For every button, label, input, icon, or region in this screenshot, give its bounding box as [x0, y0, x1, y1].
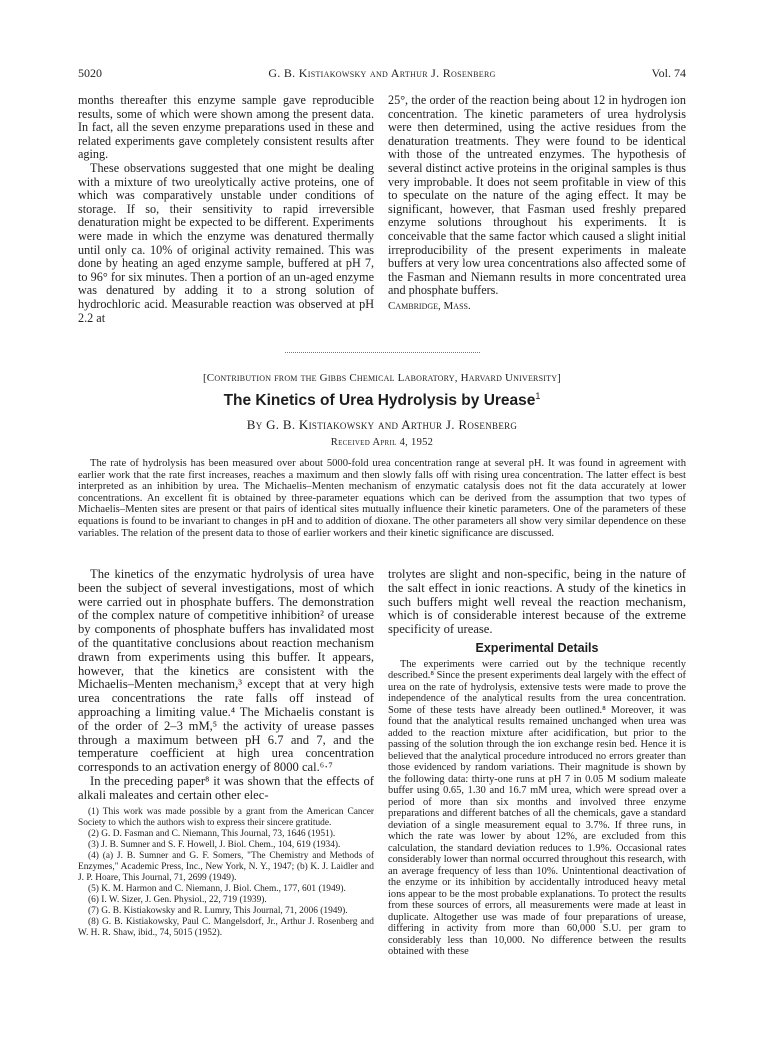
footnote: (1) This work was made possible by a grant from the American Cancer Society to which the authors wish to express their sincere gratitude.: [78, 806, 374, 828]
title-text: The Kinetics of Urea Hydrolysis by Urease: [223, 392, 536, 410]
footnote: (6) I. W. Sizer, J. Gen. Physiol., 22, 719 (1939).: [88, 894, 267, 905]
paragraph: The kinetics of the enzymatic hydrolysis of urea have been the subject of several investigations, most of which were carried out in phosphate buffers. The demonstration of the complex nature of competitive inhibition² of urease by components of phosphate buffers has invalidated most of the quantitative conclusions about reaction mechanism drawn from experiments using this buffer. It appears, however, that the kinetics are consistent with the Michaelis–Menten mechanism,³ except that at very high urea concentrations the rate falls off instead of approaching a limiting value.⁴ The Michaelis constant is of the order of 2–3 mM,⁵ the activity of urease passes through a maximum between pH 6.7 and 7, and the temperature coefficient at high urea concentration corresponds to an activation energy of 8000 cal.⁶·⁷: [78, 567, 374, 775]
abstract: [78, 458, 686, 539]
paragraph: In the preceding paper⁸ it was shown that the effects of alkali maleates and certain other elec-: [78, 773, 374, 802]
paragraph: These observations suggested that one might be dealing with a mixture of two ureolytically active proteins, one of which was comparatively unstable under conditions of storage. If so, their sensitivity to rapid irreversible denaturation might be expected to be different. Experiments were made in which the enzyme was denatured thermally until only ca. 10% of original activity remained. This was done by heating an aged enzyme sample, buffered at pH 7, to 96° for six minutes. Then a portion of an un-aged enzyme was denatured by adding it to a strong solution of hydrochloric acid. Measurable reaction was observed at pH 2.2 at: [78, 160, 374, 325]
bottom-left-column: [78, 568, 374, 939]
footnote: (2) G. D. Fasman and C. Niemann, This Journal, 73, 1646 (1951).: [88, 828, 336, 839]
volume-label: Vol. 74: [651, 66, 686, 80]
page-number: 5020: [78, 66, 102, 80]
separator-rule: [285, 352, 480, 353]
article-title: [78, 391, 686, 410]
title-footnote-mark: 1: [535, 391, 541, 401]
footnotes: [78, 807, 374, 939]
paragraph: months thereafter this enzyme sample gave reproducible results, some of which were shown among the present data. In fact, all the seven enzyme preparations used in these and related experiments gave completely consistent results after aging.: [78, 93, 374, 162]
top-left-column: [78, 94, 374, 325]
running-header: [78, 66, 686, 82]
abstract-text: The rate of hydrolysis has been measured over about 5000-fold urea concentration range at several pH. It was found in agreement with earlier work that the rate first increases, reaches a maximum and then slowly falls off with rising urea concentration. The latter effect is best interpreted as an inhibition by urea. The Michaelis–Menten mechanism of enzymatic catalysis does not fit the data accurately at lower concentrations. An excellent fit is obtained by three-parameter equations which can be derived from the assumption that two types of Michaelis–Menten sites are present or that pairs of identical sites mutually influence their kinetic parameters. One of the parameters of these equations is found to be invariant to changes in pH and to addition of dioxane. The other parameters all show very similar dependence on these variables. The relation of the present data to those of earlier workers and their kinetic significance are discussed.: [78, 458, 686, 539]
paragraph: The experiments were carried out by the technique recently described.⁸ Since the present experiments deal largely with the effect of urea on the rate of hydrolysis, extensive tests were made to prove the independence of the analytical results from the urea concentration. Some of these tests have already been outlined.⁸ Moreover, it was found that the analytical results remained unchanged when urea was added to the reaction mixture after acidification, but prior to the passing of the solution through the ion exchange resin bed. Hence it is believed that the analytical procedure introduced no errors greater than those evidenced by random variations. Their magnitude is shown by the following data: thirty-one runs at pH 7 in 0.05 M sodium maleate buffer using 0.65, 1.30 and 16.7 mM urea, which were spread over a period of more than six months and involved three enzyme preparations and different batches of all the chemicals, gave a standard deviation of a single measurement equal to 3.7%. If three runs, in which the rate was lower by about 12%, are excluded from this calculation, the standard deviation reduces to 1.9%. Occasional rates considerably lower than normal occurred throughout this research, with an average frequency of less than 10%. Unintentional deactivation of the enzyme or its inhibition by accidentally introduced heavy metal ions appear to be the most probable explanations. To protect the results from these sources of errors, all measurements were made at least in duplicate. Altogether use was made of four preparations of urease, differing in activity from more than 60,000 S.U. per gram to considerably less than 10,000. No difference between the results obtained with these: [388, 658, 686, 958]
paragraph: 25°, the order of the reaction being about 12 in hydrogen ion concentration. The kinetic parameters of urea hydrolysis were then determined, using the active residues from the denaturation treatments. They were found to be identical with those of the untreated enzymes. The hypothesis of several distinct active proteins in the original samples is thus very improbable. It does not seem profitable in view of this to speculate on the nature of the aging effect. It may be significant, however, that Fasman used freshly prepared enzyme solutions throughout his experiments. It is conceivable that the same factor which caused a slight initial irreproducibility of the present experiments in maleate buffers at very low urea concentrations also affected some of the Fasman and Niemann results in more concentrated urea and phosphate buffers.: [388, 93, 686, 298]
footnote: (5) K. M. Harmon and C. Niemann, J. Biol. Chem., 177, 601 (1949).: [88, 883, 346, 894]
paragraph: trolytes are slight and non-specific, being in the nature of the salt effect in ionic reactions. A study of the kinetics in such buffers might well reveal the reaction mechanism, which is of considerable interest because of the extreme specificity of urease.: [388, 567, 686, 637]
footnote: (7) G. B. Kistiakowsky and R. Lumry, This Journal, 71, 2006 (1949).: [88, 905, 348, 916]
footnote: (3) J. B. Sumner and S. F. Howell, J. Biol. Chem., 104, 619 (1934).: [88, 839, 341, 850]
footnote: (4) (a) J. B. Sumner and G. F. Somers, "The Chemistry and Methods of Enzymes," Academic Press, Inc., New York, N. Y., 1947; (b) K. J. Laidler and J. P. Hoare, This Journal, 71, 2699 (1949).: [78, 850, 374, 883]
footnote: (8) G. B. Kistiakowsky, Paul C. Mangelsdorf, Jr., Arthur J. Rosenberg and W. H. R. Shaw, ibid., 74, 5015 (1952).: [78, 916, 374, 938]
contribution-line: [Contribution from the Gibbs Chemical Laboratory, Harvard University]: [202, 372, 562, 384]
bottom-right-column: [388, 568, 686, 958]
running-head: G. B. Kistiakowsky and Arthur J. Rosenberg: [268, 66, 496, 80]
received-date: Received April 4, 1952: [330, 437, 434, 448]
location-signoff: Cambridge, Mass.: [388, 299, 471, 312]
byline: By G. B. Kistiakowsky and Arthur J. Rosenberg: [246, 417, 518, 432]
section-heading: Experimental Details: [475, 640, 599, 655]
top-right-column: [388, 94, 686, 314]
